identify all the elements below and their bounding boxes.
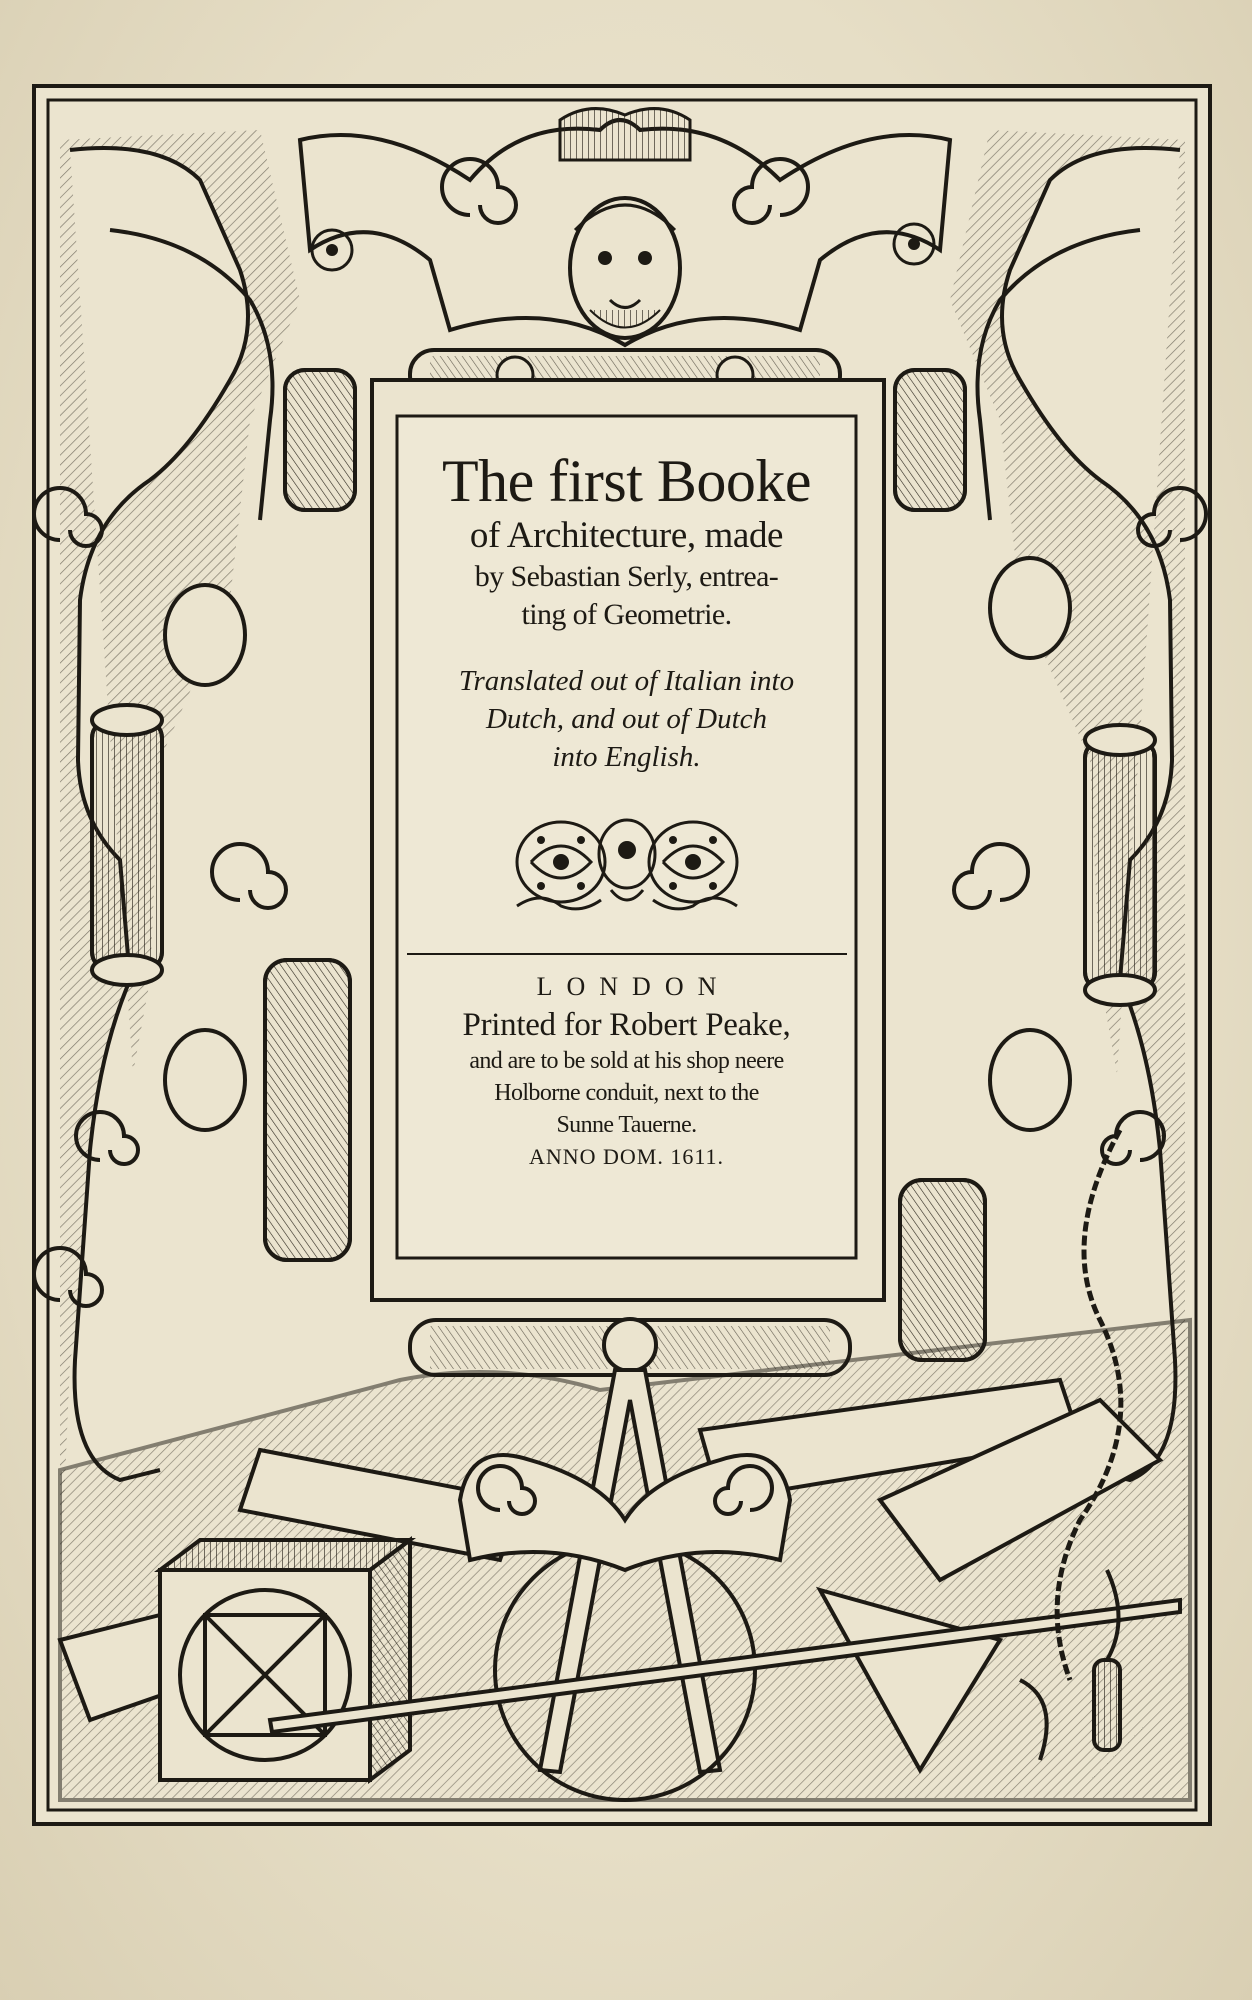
imprint-sold-line-3: Sunne Tauerne. [556, 1112, 697, 1138]
imprint-printer: Printed for Robert Peake, [462, 1007, 791, 1043]
imprint-city: LONDON [536, 972, 731, 1001]
printers-ornament [511, 810, 743, 918]
imprint-date: ANNO DOM. 1611. [528, 1144, 725, 1169]
title-line-4: ting of Geometrie. [521, 598, 732, 631]
imprint-sold-line-2: Holborne conduit, next to the [494, 1080, 759, 1106]
title-line-3: by Sebastian Serly, entrea- [474, 560, 779, 593]
title-line-1: The first Booke [441, 448, 812, 514]
title-block [403, 448, 850, 634]
translation-line-1: Translated out of Italian into [458, 665, 795, 697]
imprint-sold-line-1: and are to be sold at his shop neere [469, 1048, 784, 1074]
title-line-2: of Architecture, made [469, 515, 784, 556]
divider-rule [407, 953, 847, 955]
translation-note [403, 662, 850, 776]
translation-line-3: into English. [552, 741, 701, 773]
imprint-block [403, 969, 850, 1173]
translation-line-2: Dutch, and out of Dutch [485, 703, 768, 735]
title-panel [403, 422, 850, 1252]
